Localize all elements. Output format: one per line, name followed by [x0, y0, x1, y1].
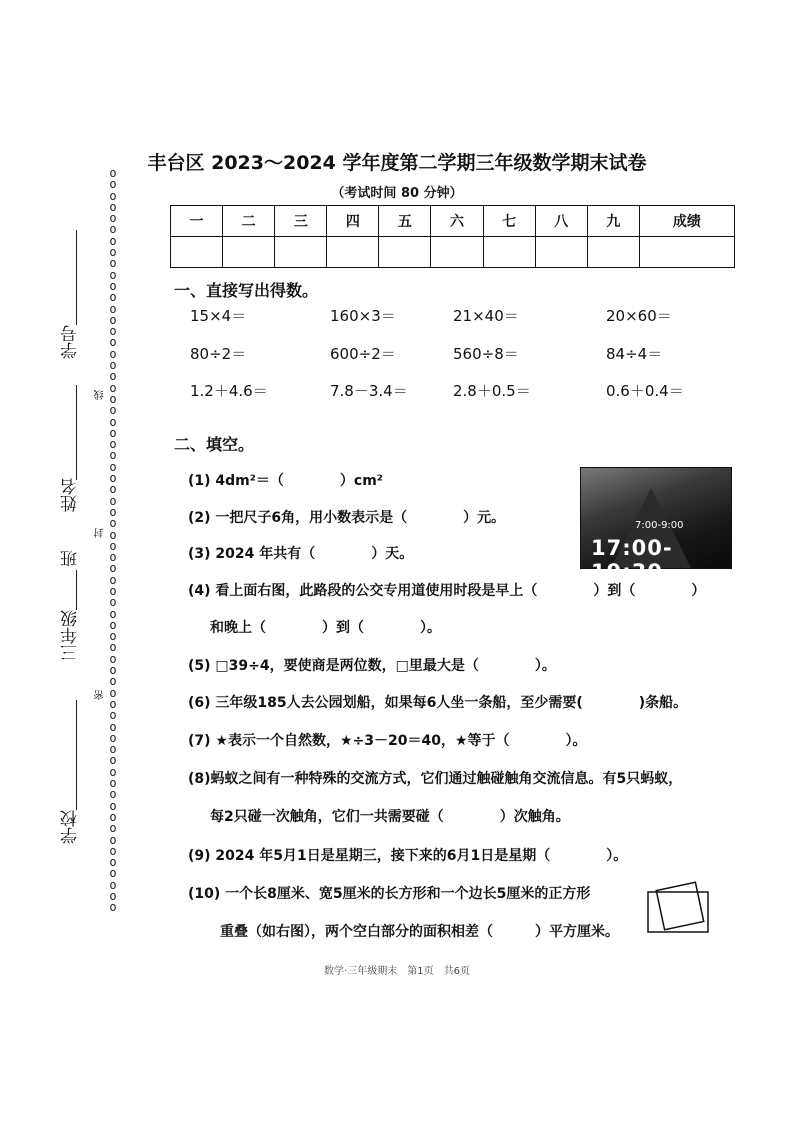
binding-dot: o	[109, 471, 117, 486]
calc-item: 7.8－3.4＝	[330, 382, 408, 400]
binding-dot: o	[109, 866, 117, 881]
binding-dot: o	[109, 278, 117, 293]
school-blank-line	[76, 700, 77, 810]
binding-dot: o	[109, 301, 117, 316]
question-5: (5) □39÷4，要使商是两位数，□里最大是（ ）。	[188, 658, 556, 674]
score-blank-cell[interactable]	[431, 237, 483, 268]
question-3: (3) 2024 年共有（ ）天。	[188, 546, 414, 562]
binding-dot: o	[109, 448, 117, 463]
binding-dot: o	[109, 753, 117, 768]
grade-label: 三年级	[61, 610, 81, 661]
score-blank-cell[interactable]	[483, 237, 535, 268]
binding-dot: o	[109, 538, 117, 553]
score-header-cell: 一	[171, 206, 223, 237]
binding-dot: o	[109, 459, 117, 474]
question-9: (9) 2024 年5月1日是星期三，接下来的6月1日是星期（ ）。	[188, 848, 628, 864]
question-4-cont: 和晚上（ ）到（ ）。	[210, 620, 441, 636]
score-blank-cell[interactable]	[639, 237, 734, 268]
name-label: 姓名	[61, 478, 81, 512]
page-footer: 数学·三年级期末 第1页 共6页	[324, 966, 470, 977]
score-header-cell: 二	[223, 206, 275, 237]
binding-dot: o	[109, 583, 117, 598]
exam-title: 丰台区 2023～2024 学年度第二学期三年级数学期末试卷	[147, 152, 647, 174]
calc-item: 0.6＋0.4＝	[606, 382, 684, 400]
binding-dot: o	[109, 595, 117, 610]
binding-dot: o	[109, 256, 117, 271]
feng-mark: 封	[95, 528, 106, 538]
binding-dot: o	[109, 177, 117, 192]
id-blank-line	[76, 230, 77, 325]
score-table-header-row	[171, 206, 735, 237]
xian-mark: 线	[95, 390, 106, 400]
binding-dot: o	[109, 708, 117, 723]
name-blank-line	[76, 385, 77, 480]
calc-item: 560÷8＝	[453, 345, 519, 363]
binding-dot: o	[109, 437, 117, 452]
binding-dot: o	[109, 629, 117, 644]
calc-item: 80÷2＝	[190, 345, 247, 363]
score-blank-cell[interactable]	[535, 237, 587, 268]
section2-heading: 二、填空。	[174, 435, 255, 454]
binding-dot: o	[109, 663, 117, 678]
score-header-cell: 七	[483, 206, 535, 237]
score-header-cell: 八	[535, 206, 587, 237]
score-header-cell: 六	[431, 206, 483, 237]
binding-dot: o	[109, 403, 117, 418]
binding-dot: o	[109, 358, 117, 373]
calc-item: 2.8＋0.5＝	[453, 382, 531, 400]
binding-dot: o	[109, 742, 117, 757]
binding-dot: o	[109, 380, 117, 395]
binding-dot: o	[109, 482, 117, 497]
calc-item: 20×60＝	[606, 307, 672, 325]
photo-time-small: 7:00-9:00	[635, 520, 684, 531]
binding-dot: o	[109, 900, 117, 915]
score-header-cell: 九	[587, 206, 639, 237]
calc-item: 15×4＝	[190, 307, 247, 325]
score-header-cell: 五	[379, 206, 431, 237]
question-4: (4) 看上面右图，此路段的公交专用道使用时段是早上（ ）到（ ）	[188, 583, 706, 599]
calc-item: 160×3＝	[330, 307, 396, 325]
binding-dot: o	[109, 787, 117, 802]
binding-dot: o	[109, 166, 117, 180]
binding-dot: o	[109, 233, 117, 248]
binding-dot: o	[109, 245, 117, 260]
score-table	[170, 205, 735, 268]
binding-dot: o	[109, 798, 117, 813]
bus-lane-photo	[580, 467, 732, 584]
question-6: (6) 三年级185人去公园划船，如果每6人坐一条船，至少需要( )条船。	[188, 695, 688, 711]
question-8-cont: 每2只碰一次触角，它们一共需要碰（ ）次触角。	[210, 809, 570, 825]
score-header-cell: 三	[275, 206, 327, 237]
question-1: (1) 4dm²＝（ ）cm²	[188, 473, 383, 489]
binding-dots	[106, 168, 120, 914]
mi-mark: 密	[95, 690, 106, 700]
binding-dot: o	[109, 425, 117, 440]
score-blank-cell[interactable]	[223, 237, 275, 268]
binding-dot: o	[109, 346, 117, 361]
binding-dot: o	[109, 335, 117, 350]
calc-item: 600÷2＝	[330, 345, 396, 363]
square-shape	[656, 882, 703, 929]
question-10: (10) 一个长8厘米、宽5厘米的长方形和一个边长5厘米的正方形	[188, 886, 591, 902]
binding-dot: o	[109, 832, 117, 847]
binding-dot: o	[109, 504, 117, 519]
grade-blank-line	[76, 570, 77, 610]
binding-dot: o	[109, 561, 117, 576]
score-header-cell: 四	[327, 206, 379, 237]
binding-dot: o	[109, 312, 117, 327]
school-label: 学校	[61, 810, 81, 844]
binding-dot: o	[109, 516, 117, 531]
question-10-cont: 重叠（如右图），两个空白部分的面积相差（ ）平方厘米。	[220, 924, 619, 940]
binding-dot: o	[109, 719, 117, 734]
binding-dot: o	[109, 527, 117, 542]
binding-dot: o	[109, 550, 117, 565]
binding-dot: o	[109, 696, 117, 711]
binding-dot: o	[109, 267, 117, 282]
section1-heading: 一、直接写出得数。	[174, 281, 319, 300]
binding-dot: o	[109, 606, 117, 621]
binding-dot: o	[109, 776, 117, 791]
binding-dot: o	[109, 188, 117, 203]
score-blank-cell[interactable]	[275, 237, 327, 268]
binding-dot: o	[109, 617, 117, 632]
calc-item: 21×40＝	[453, 307, 519, 325]
binding-dot: o	[109, 685, 117, 700]
score-blank-cell[interactable]	[587, 237, 639, 268]
question-8: (8)蚂蚁之间有一种特殊的交流方式，它们通过触碰触角交流信息。有5只蚂蚁，	[188, 771, 683, 787]
exam-subtitle: （考试时间 80 分钟）	[331, 186, 463, 201]
score-header-cell: 成绩	[639, 206, 734, 237]
binding-dot: o	[109, 889, 117, 903]
binding-dot: o	[109, 674, 117, 689]
score-table-blank-row	[171, 237, 735, 268]
binding-dot: o	[109, 821, 117, 836]
overlap-figure	[646, 880, 726, 955]
binding-dot: o	[109, 764, 117, 779]
question-7: (7) ★表示一个自然数，★÷3－20＝40，★等于（ ）。	[188, 733, 587, 749]
binding-dot: o	[109, 843, 117, 858]
binding-dot: o	[109, 493, 117, 508]
calc-item: 1.2＋4.6＝	[190, 382, 268, 400]
score-blank-cell[interactable]	[327, 237, 379, 268]
binding-dot: o	[109, 199, 117, 214]
binding-dot: o	[109, 211, 117, 226]
binding-dot: o	[109, 809, 117, 824]
question-2: (2) 一把尺子6角，用小数表示是（ ）元。	[188, 510, 506, 526]
binding-dot: o	[109, 391, 117, 406]
score-blank-cell[interactable]	[171, 237, 223, 268]
binding-dot: o	[109, 324, 117, 339]
binding-dot: o	[109, 640, 117, 655]
calc-item: 84÷4＝	[606, 345, 663, 363]
binding-dot: o	[109, 730, 117, 745]
binding-dot: o	[109, 877, 117, 892]
binding-dot: o	[109, 414, 117, 429]
id-label: 学号	[61, 325, 81, 359]
score-blank-cell[interactable]	[379, 237, 431, 268]
binding-dot: o	[109, 651, 117, 666]
binding-dot: o	[109, 855, 117, 870]
class-label: 班	[61, 550, 81, 567]
binding-dot: o	[109, 222, 117, 237]
photo-time-large: 17:00-19:30	[591, 536, 673, 584]
binding-dot: o	[109, 369, 117, 384]
binding-dot: o	[109, 572, 117, 587]
binding-dot: o	[109, 290, 117, 305]
